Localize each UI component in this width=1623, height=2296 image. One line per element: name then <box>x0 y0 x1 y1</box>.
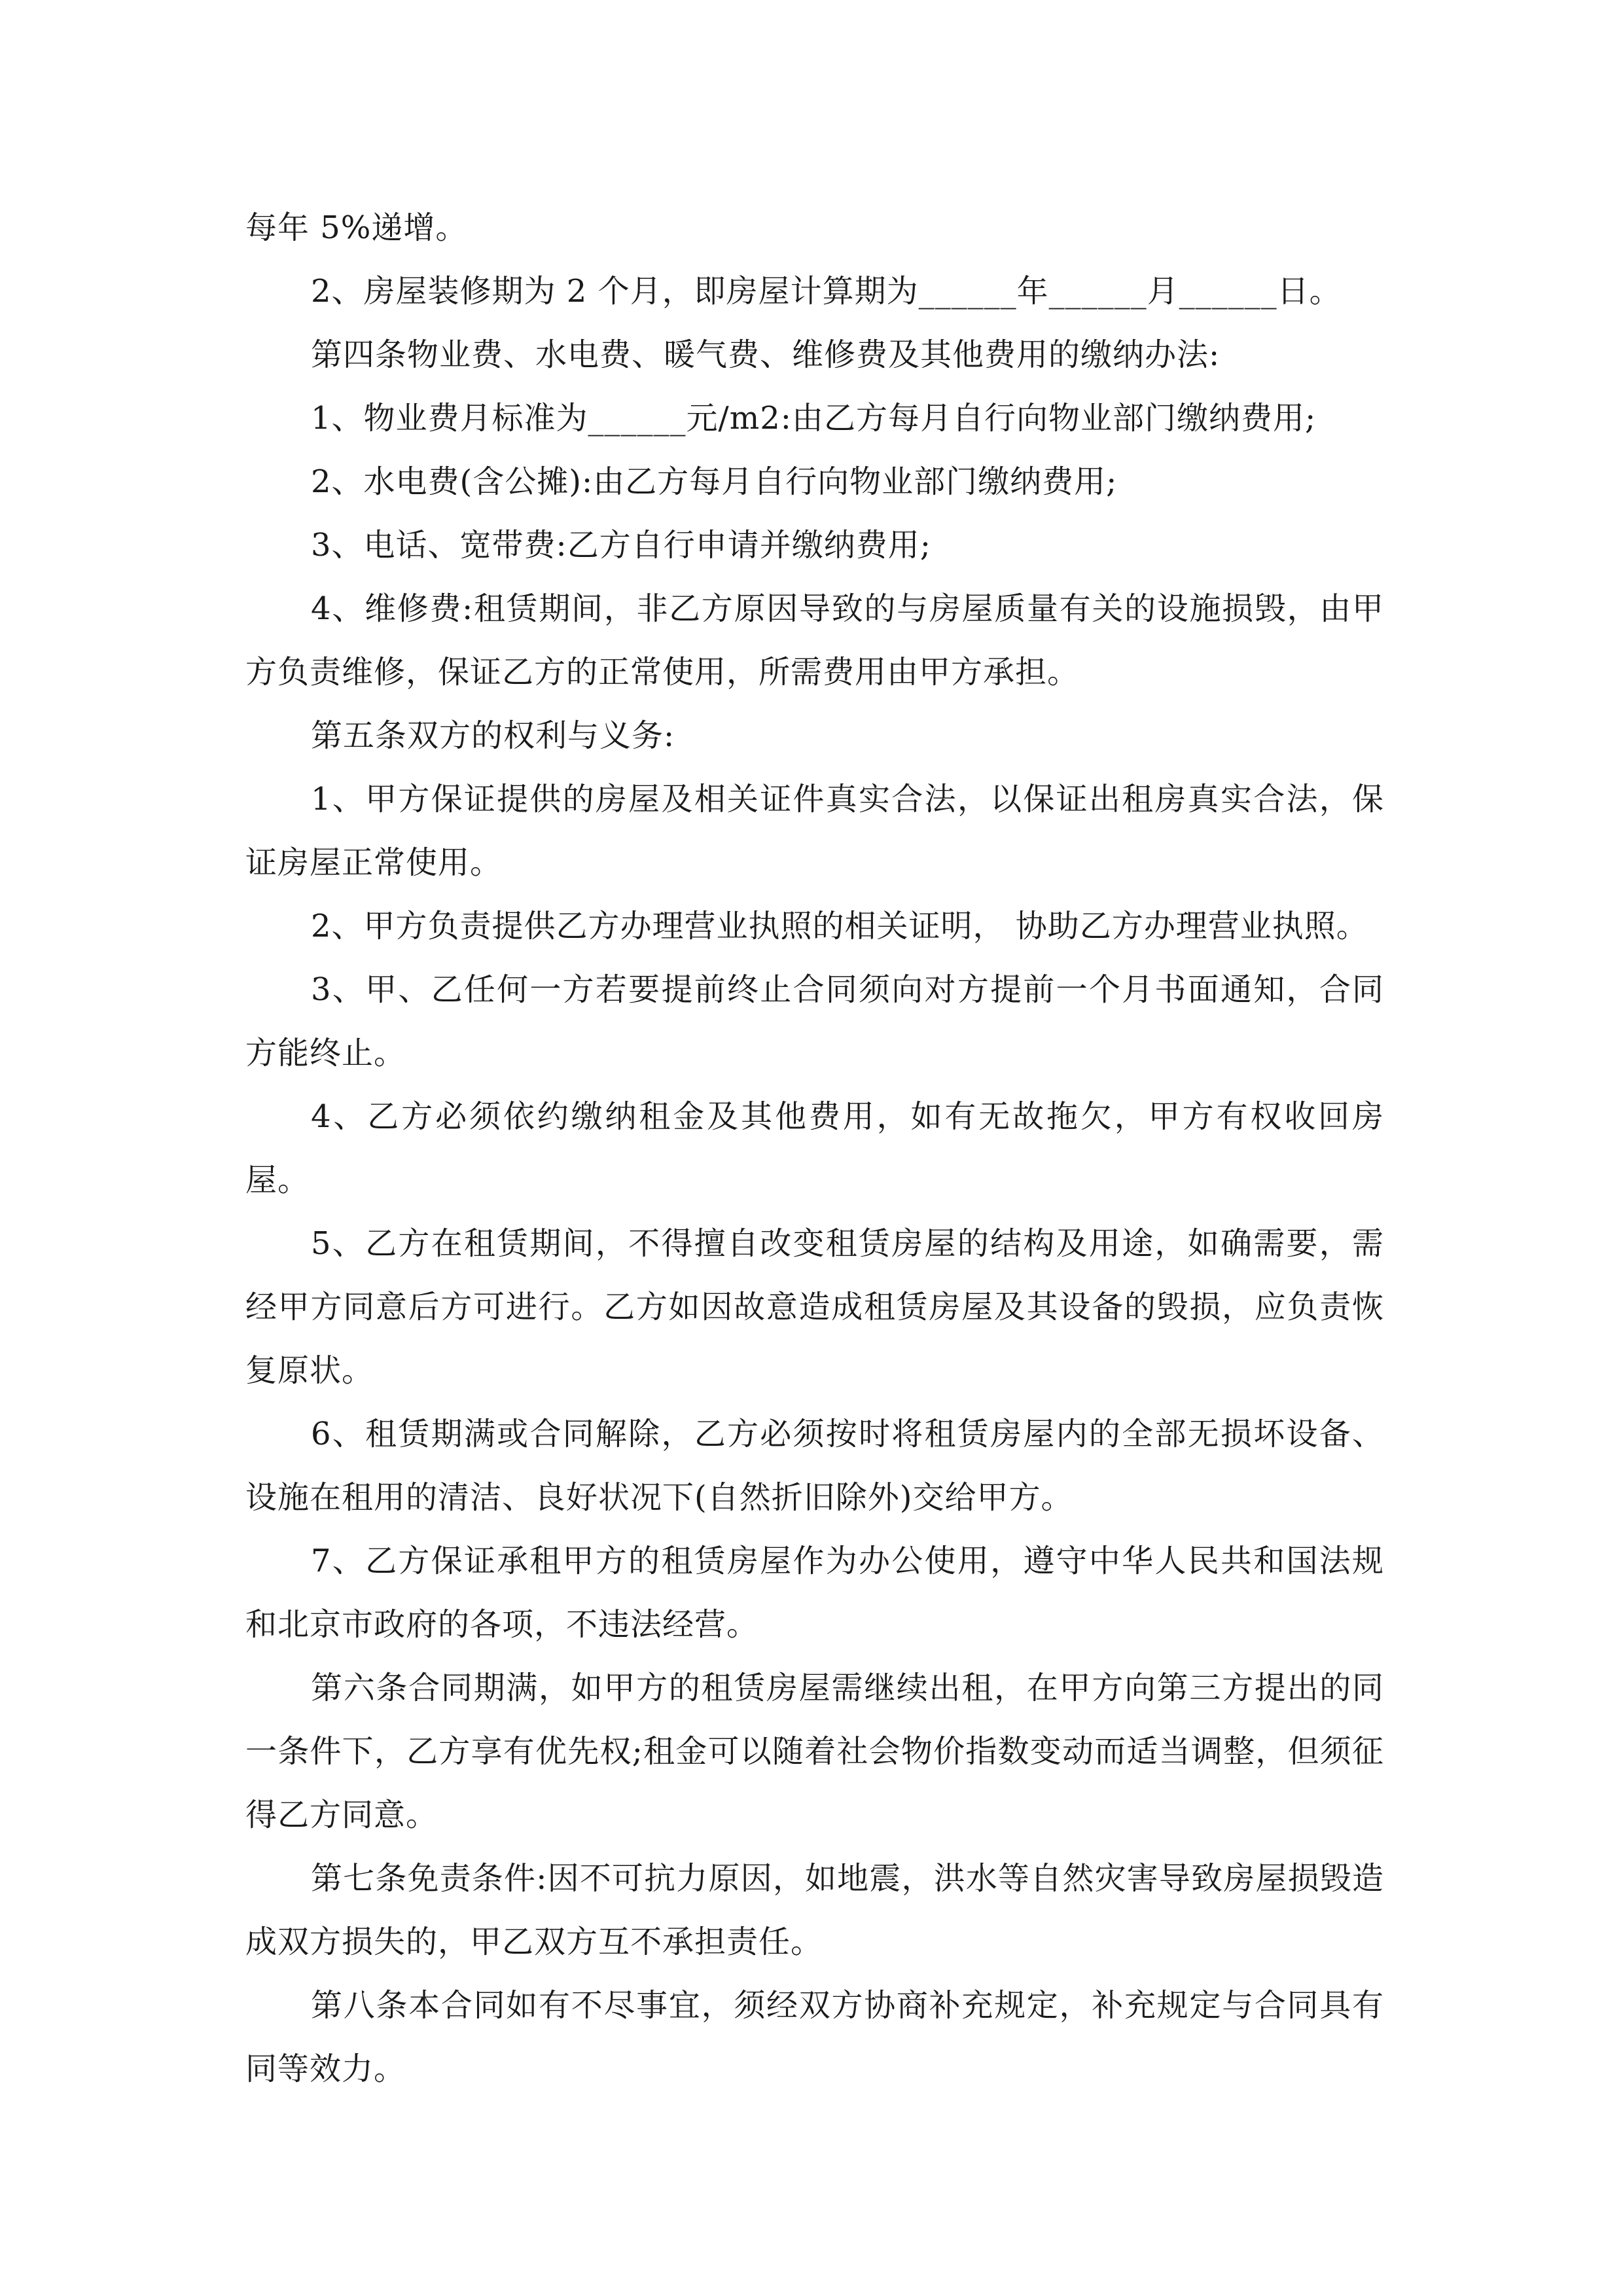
paragraph-structure-change: 5、乙方在租赁期间，不得擅自改变租赁房屋的结构及用途，如确需要，需经甲方同意后方可进行。乙方如因故意造成租赁房屋及其设备的毁损，应负责恢复原状。 <box>245 1225 1384 1389</box>
heading-article-7: 第七条免责条件:因不可抗力原因，如地震，洪水等自然灾害导致房屋损毁造成双方损失的，甲乙双方互不承担责任。 <box>245 1860 1384 1960</box>
paragraph-lease-expiry: 6、租赁期满或合同解除，乙方必须按时将租赁房屋内的全部无损坏设备、设施在租用的清洁、良好状况下(自然折旧除外)交给甲方。 <box>245 1416 1384 1516</box>
paragraph-decoration-period: 2、房屋装修期为 2 个月，即房屋计算期为______年______月______日。 <box>311 273 1342 310</box>
heading-article-6: 第六条合同期满，如甲方的租赁房屋需继续出租，在甲方向第三方提出的同一条件下，乙方享有优先权;租金可以随着社会物价指数变动而适当调整，但须征得乙方同意。 <box>245 1670 1384 1833</box>
document-body <box>245 196 1384 2101</box>
paragraph-phone-broadband: 3、电话、宽带费:乙方自行申请并缴纳费用; <box>311 527 931 564</box>
paragraph-early-termination: 3、甲、乙任何一方若要提前终止合同须向对方提前一个月书面通知，合同方能终止。 <box>245 971 1384 1071</box>
paragraph-rent-payment: 4、乙方必须依约缴纳租金及其他费用，如有无故拖欠，甲方有权收回房屋。 <box>245 1098 1384 1198</box>
paragraph-business-license: 2、甲方负责提供乙方办理营业执照的相关证明， 协助乙方办理营业执照。 <box>311 908 1368 944</box>
heading-article-4: 第四条物业费、水电费、暖气费、维修费及其他费用的缴纳办法: <box>311 336 1221 373</box>
heading-article-5: 第五条双方的权利与义务: <box>311 717 675 754</box>
paragraph-utilities-fee: 2、水电费(含公摊):由乙方每月自行向物业部门缴纳费用; <box>311 463 1118 500</box>
paragraph-property-fee: 1、物业费月标准为______元/m2:由乙方每月自行向物业部门缴纳费用; <box>311 400 1317 437</box>
paragraph-maintenance-fee: 4、维修费:租赁期间，非乙方原因导致的与房屋质量有关的设施损毁，由甲方负责维修，保证乙方的正常使用，所需费用由甲方承担。 <box>245 590 1384 691</box>
heading-article-8: 第八条本合同如有不尽事宜，须经双方协商补充规定，补充规定与合同具有同等效力。 <box>245 1987 1384 2087</box>
paragraph-office-use: 7、乙方保证承租甲方的租赁房屋作为办公使用，遵守中华人民共和国法规和北京市政府的各项，不违法经营。 <box>245 1543 1384 1643</box>
paragraph-party-a-guarantee: 1、甲方保证提供的房屋及相关证件真实合法，以保证出租房真实合法，保证房屋正常使用。 <box>245 781 1384 881</box>
paragraph-rent-increase: 每年 5%递增。 <box>245 209 468 246</box>
